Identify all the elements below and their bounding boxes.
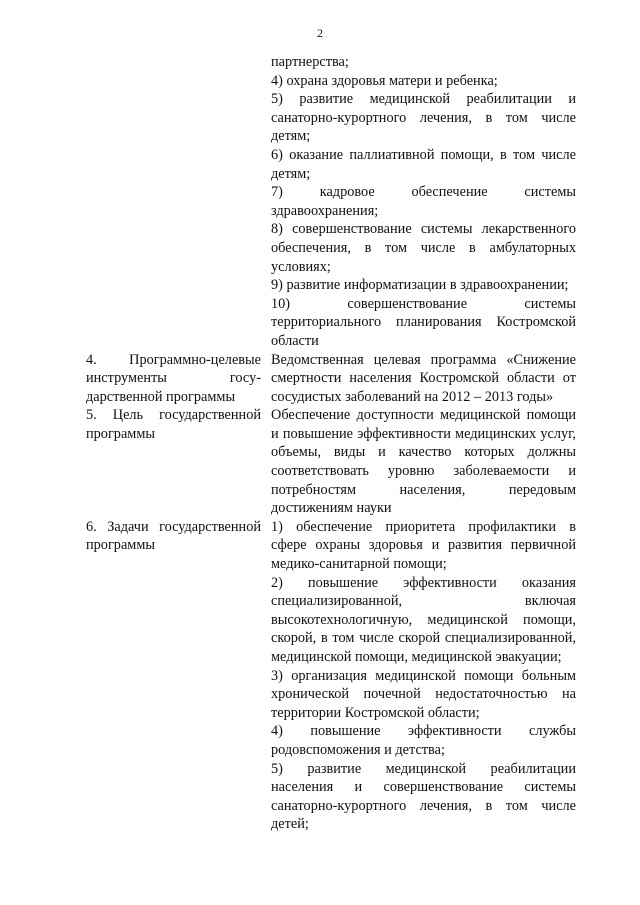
row-content-cell [271,351,576,407]
table-row [86,518,576,834]
list-item: 7) кадровое обеспечение системы здравоохранения; [271,184,576,219]
list-item: 9) развитие информатизации в здравоохранении; [271,277,569,294]
table-row [86,351,576,407]
list-item: 1) обеспечение приоритета профилактики в сфере охраны здоровья и развития первичной медико-санитарной помощи; [271,518,576,573]
row-content-cell [271,518,576,834]
list-item: Ведомственная целевая программа «Снижение смертности населения Костромской области от сосудистых заболеваний на 2012 – 2013 годы» [271,351,576,405]
row-label-cell [86,351,271,407]
page-number: 2 [317,26,323,40]
list-item: 4) охрана здоровья матери и ребенка; [271,72,498,89]
list-item: 3) организация медицинской помощи больным хронической почечной недостаточностью на территории Костромской области; [271,667,576,721]
row-label: 4. Программно-целевые инструменты государственной программы [86,351,261,405]
table-row [86,53,576,351]
row-label-cell [86,518,271,834]
row-label: 6. Задачи государственной программы [86,518,261,554]
table-row [86,406,576,518]
list-item: 6) оказание паллиативной помощи, в том числе детям; [271,146,576,182]
list-item: 8) совершенствование системы лекарственного обеспечения, в том числе в амбулаторных условиях; [271,221,576,275]
row-label: 5. Цель государственной программы [86,407,261,442]
list-item: 10) совершенствование системы территориального планирования Костромской области [271,295,576,349]
row-label-cell [86,406,271,518]
list-item: 4) повышение эффективности службы родовспоможения и детства; [271,723,576,758]
row-content-cell [271,53,576,351]
list-item: 5) развитие медицинской реабилитации населения и совершенствование системы санаторно-курортного лечения, в том числе детей; [271,760,576,833]
list-item: 5) развитие медицинской реабилитации и санаторно-курортного лечения, в том числе детям; [271,91,576,145]
list-item: Обеспечение доступности медицинской помощи и повышение эффективности медицинских услуг, объемы, виды и качество которых должны соответствовать уровню заболеваемости и потребностям населения, передовым достижениям науки [271,407,576,517]
list-item: партнерства; [271,54,349,70]
row-label-cell [86,53,271,351]
program-passport-table [86,53,576,834]
row-content-cell [271,406,576,518]
list-item: 2) повышение эффективности оказания специализированной, включая высокотехнологичную, медицинской помощи, скорой, в том числе скорой специализированной, медицинской помощи, медицинской эвакуации; [271,574,576,665]
